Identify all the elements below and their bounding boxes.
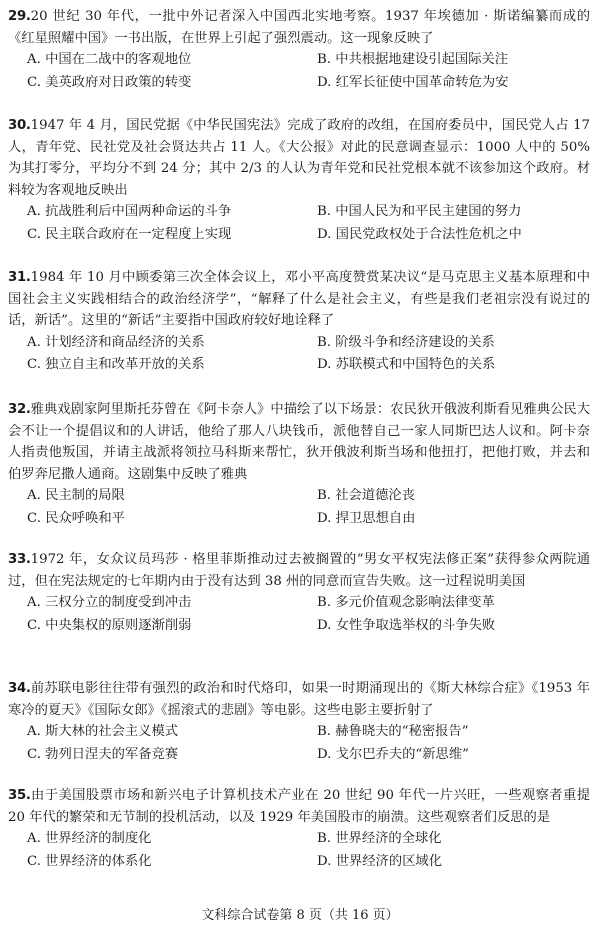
question-32 xyxy=(0,399,600,530)
option-a[interactable] xyxy=(27,592,191,615)
question-31 xyxy=(0,267,600,377)
option-c[interactable] xyxy=(27,508,125,531)
option-text: 斯大林的社会主义模式 xyxy=(45,724,179,739)
option-a[interactable] xyxy=(27,828,151,851)
option-label: A. xyxy=(27,595,41,610)
option-row xyxy=(0,508,600,531)
option-text: 社会道德沦丧 xyxy=(335,488,416,503)
question-29 xyxy=(0,6,600,94)
option-row xyxy=(0,721,600,744)
option-label: B. xyxy=(317,52,331,67)
option-row xyxy=(0,49,600,72)
option-text: 民主联合政府在一定程度上实现 xyxy=(45,226,232,242)
option-label: B. xyxy=(317,831,331,846)
option-text: 世界经济的区域化 xyxy=(335,853,443,869)
question-text: 雅典戏剧家阿里斯托芬曾在《阿卡奈人》中描绘了以下场景：农民狄开俄波利斯看见雅典公民大会不让一个提倡议和的人讲话，他给了那人八块钱币，派他替自己一家人同斯巴达人议和。阿卡奈人指责他叛国，并请主战派将领拉马科斯来帮忙，狄开俄波利斯当场和他扭打，把他打败，并去和伯罗奔尼撒人通商。这剧集中反映了雅典 xyxy=(8,402,590,482)
option-label: D. xyxy=(317,74,332,90)
option-label: A. xyxy=(27,831,41,846)
option-c[interactable] xyxy=(27,851,152,874)
option-c[interactable] xyxy=(27,72,191,95)
question-text: 1972 年，女众议员玛莎 · 格里菲斯推动过去被搁置的“男女平权宪法修正案”获得参众两院通过，但在宪法规定的七年期内由于没有达到 38 州的同意而宣告失败。这一过程说明美国 xyxy=(8,552,590,589)
option-text: 三权分立的制度受到冲击 xyxy=(45,595,192,610)
option-label: C. xyxy=(27,853,41,869)
question-number: 29. xyxy=(8,9,31,24)
option-b[interactable] xyxy=(317,332,495,355)
option-text: 民主制的局限 xyxy=(45,488,125,503)
question-stem xyxy=(0,549,600,592)
question-stem xyxy=(0,785,600,828)
option-text: 中共根据地建设引起国际关注 xyxy=(335,52,509,67)
option-d[interactable] xyxy=(317,72,509,95)
option-label: A. xyxy=(27,204,41,219)
option-label: B. xyxy=(317,334,331,350)
option-text: 世界经济的全球化 xyxy=(335,831,442,846)
option-d[interactable] xyxy=(317,744,469,767)
option-label: D. xyxy=(317,357,332,372)
question-stem xyxy=(0,115,600,201)
option-row xyxy=(0,224,600,247)
question-text: 前苏联电影往往带有强烈的政治和时代烙印，如果一时期涌现出的《斯大林综合症》《1953 年寒冷的夏天》《国际女郎》《摇滚式的悲剧》等电影。这些电影主要折射了 xyxy=(8,681,590,718)
option-row xyxy=(0,201,600,224)
option-label: A. xyxy=(27,724,41,739)
question-text: 由于美国股票市场和新兴电子计算机技术产业在 20 世纪 90 年代一片兴旺，一些观察者重提 20 年代的繁荣和无节制的投机活动，以及 1929 年美国股市的崩溃。这些观察者们反思的是 xyxy=(8,788,590,825)
option-label: A. xyxy=(27,488,41,503)
option-text: 国民党政权处于合法性危机之中 xyxy=(335,226,522,242)
option-text: 阶级斗争和经济建设的关系 xyxy=(335,334,495,350)
question-30 xyxy=(0,115,600,246)
question-number: 33. xyxy=(8,552,31,567)
option-row xyxy=(0,828,600,851)
option-label: C. xyxy=(27,74,41,90)
question-34 xyxy=(0,678,600,766)
option-label: B. xyxy=(317,595,331,610)
option-a[interactable] xyxy=(27,332,205,355)
option-d[interactable] xyxy=(317,851,442,874)
option-label: D. xyxy=(317,853,332,869)
option-text: 红军长征使中国革命转危为安 xyxy=(335,74,509,90)
option-label: D. xyxy=(317,746,332,762)
question-33 xyxy=(0,549,600,637)
question-35 xyxy=(0,785,600,873)
option-text: 多元价值观念影响法律变革 xyxy=(335,595,495,610)
option-a[interactable] xyxy=(27,721,178,744)
option-label: B. xyxy=(317,204,331,219)
option-label: B. xyxy=(317,724,331,739)
option-d[interactable] xyxy=(317,224,522,247)
option-label: D. xyxy=(317,510,332,526)
option-c[interactable] xyxy=(27,615,191,638)
option-c[interactable] xyxy=(27,224,231,247)
option-label: A. xyxy=(27,334,41,350)
option-b[interactable] xyxy=(317,485,415,508)
question-number: 34. xyxy=(8,681,31,696)
question-stem xyxy=(0,6,600,49)
option-text: 勃列日涅夫的军备竞赛 xyxy=(45,746,179,762)
page-footer: 文科综合试卷第 8 页（共 16 页） xyxy=(201,908,399,923)
option-b[interactable] xyxy=(317,721,469,744)
option-row xyxy=(0,354,600,377)
option-b[interactable] xyxy=(317,49,508,72)
question-stem xyxy=(0,678,600,721)
option-text: 女性争取选举权的斗争失败 xyxy=(335,617,496,633)
option-text: 世界经济的体系化 xyxy=(45,853,152,869)
question-number: 30. xyxy=(8,118,31,133)
option-label: A. xyxy=(27,52,41,67)
option-d[interactable] xyxy=(317,508,415,531)
option-b[interactable] xyxy=(317,201,521,224)
option-row xyxy=(0,72,600,95)
question-number: 31. xyxy=(8,270,31,285)
option-a[interactable] xyxy=(27,485,125,508)
option-text: 独立自主和改革开放的关系 xyxy=(45,357,205,372)
option-c[interactable] xyxy=(27,354,205,377)
option-d[interactable] xyxy=(317,615,495,638)
option-text: 赫鲁晓夫的“秘密报告” xyxy=(335,724,469,739)
option-a[interactable] xyxy=(27,201,231,224)
option-text: 中国在二战中的客观地位 xyxy=(45,52,192,67)
question-text: 20 世纪 30 年代，一批中外记者深入中国西北实地考察。1937 年埃德加 · 斯诺编纂而成的《红星照耀中国》一书出版，在世界上引起了强烈震动。这一现象反映了 xyxy=(8,9,590,46)
option-label: D. xyxy=(317,226,332,242)
option-row xyxy=(0,851,600,874)
question-text: 1947 年 4 月，国民党据《中华民国宪法》完成了政府的改组，在国府委员中，国民党人占 17 人，青年党、民社党及社会贤达共占 11 人。《大公报》对此的民意调查显示：1000 人中的 50% 为其打零分，平均分不到 24 分；其中 2/3 的人认为青年党和民社党根本就不该参加这个政府。材料较为客观地反映出 xyxy=(8,118,590,198)
option-label: C. xyxy=(27,617,41,633)
option-row xyxy=(0,744,600,767)
option-text: 苏联模式和中国特色的关系 xyxy=(335,357,496,372)
option-b[interactable] xyxy=(317,592,495,615)
option-text: 抗战胜利后中国两种命运的斗争 xyxy=(45,204,232,219)
option-d[interactable] xyxy=(317,354,495,377)
option-b[interactable] xyxy=(317,828,442,851)
option-label: C. xyxy=(27,746,41,762)
option-text: 戈尔巴乔夫的“新思维” xyxy=(335,746,469,762)
option-label: B. xyxy=(317,488,331,503)
option-text: 计划经济和商品经济的关系 xyxy=(45,334,205,350)
question-text: 1984 年 10 月中顾委第三次全体会议上，邓小平高度赞赏某决议“是马克思主义基本原理和中国社会主义实践相结合的政治经济学”，“解释了什么是社会主义，有些是我们老祖宗没有说过的话，新话”。这里的“新话”主要指中国政府较好地诠释了 xyxy=(8,270,590,328)
option-a[interactable] xyxy=(27,49,191,72)
option-label: C. xyxy=(27,510,41,526)
option-row xyxy=(0,485,600,508)
option-text: 中央集权的原则逐渐削弱 xyxy=(45,617,192,633)
option-text: 美英政府对日政策的转变 xyxy=(45,74,192,90)
option-row xyxy=(0,592,600,615)
question-number: 32. xyxy=(8,402,31,417)
option-row xyxy=(0,615,600,638)
question-stem xyxy=(0,399,600,485)
option-row xyxy=(0,332,600,355)
option-text: 中国人民为和平民主建国的努力 xyxy=(335,204,522,219)
option-label: C. xyxy=(27,357,41,372)
option-label: D. xyxy=(317,617,332,633)
option-label: C. xyxy=(27,226,41,242)
option-c[interactable] xyxy=(27,744,178,767)
option-text: 民众呼唤和平 xyxy=(45,510,125,526)
option-text: 捍卫思想自由 xyxy=(335,510,416,526)
option-text: 世界经济的制度化 xyxy=(45,831,152,846)
question-number: 35. xyxy=(8,788,31,803)
question-stem xyxy=(0,267,600,332)
